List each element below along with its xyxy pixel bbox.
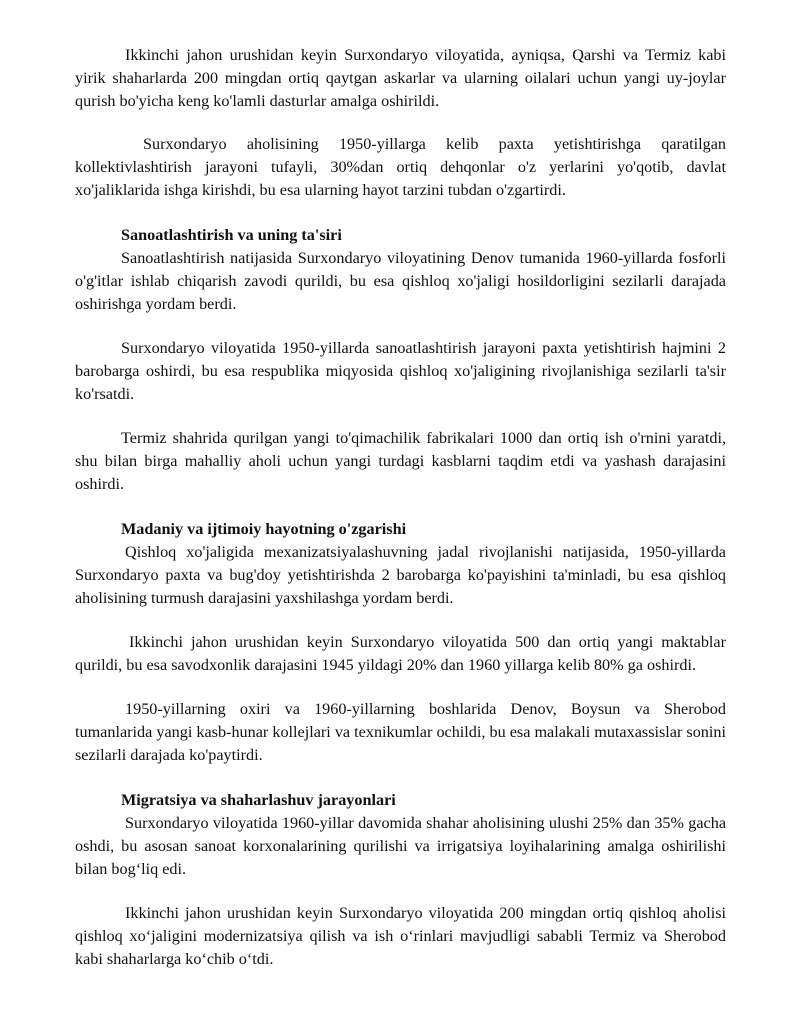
document-page [75,44,726,971]
paragraph: 1950-yillarning oxiri va 1960-yillarning boshlarida Denov, Boysun va Sherobod tumanlarida yangi kasb-hunar kollejlari va texnikumlar ochildi, bu esa malakali mutaxassislar sonini sezilarli darajada ko'paytirdi. [75,700,726,764]
paragraph: Surxondaryo viloyatida 1960-yillar davomida shahar aholisining ulushi 25% dan 35% gacha oshdi, bu asosan sanoat korxonalarining qurilishi va irrigatsiya loyihalarining amalga oshirilishi bilan bog‘liq edi. [75,814,726,878]
paragraph: Sanoatlashtirish natijasida Surxondaryo viloyatining Denov tumanida 1960-yillarda fosforli o'g'itlar ishlab chiqarish zavodi qurildi, bu esa qishloq xo'jaligi hosildorligini sezilarli darajada oshirishga yordam berdi. [75,249,726,313]
section-heading: Sanoatlashtirish va uning ta'siri [121,226,342,244]
paragraph: Surxondaryo viloyatida 1950-yillarda sanoatlashtirish jarayoni paxta yetishtirish hajmini 2 barobarga oshirdi, bu esa respublika miqyosida qishloq xo'jaligining rivojlanishiga sezilarli ta'sir ko'rsatdi. [75,339,726,403]
section-heading: Madaniy va ijtimoiy hayotning o'zgarishi [121,520,407,538]
section-heading: Migratsiya va shaharlashuv jarayonlari [121,791,396,809]
paragraph: Ikkinchi jahon urushidan keyin Surxondaryo viloyatida 500 dan ortiq yangi maktablar qurildi, bu esa savodxonlik darajasini 1945 yildagi 20% dan 1960 yillarga kelib 80% ga oshirdi. [75,633,726,674]
paragraph: Ikkinchi jahon urushidan keyin Surxondaryo viloyatida 200 mingdan ortiq qishloq aholisi qishloq xo‘jaligini modernizatsiya qilish va ish o‘rinlari mavjudligi sababli Termiz va Sherobod kabi shaharlarga ko‘chib o‘tdi. [75,904,726,968]
paragraph: Termiz shahrida qurilgan yangi to'qimachilik fabrikalari 1000 dan ortiq ish o'rnini yaratdi, shu bilan birga mahalliy aholi uchun yangi turdagi kasblarni taqdim etdi va yashash darajasini oshirdi. [75,429,726,493]
paragraph: Qishloq xo'jaligida mexanizatsiyalashuvning jadal rivojlanishi natijasida, 1950-yillarda Surxondaryo paxta va bug'doy yetishtirishda 2 barobarga ko'payishini ta'minladi, bu esa qishloq aholisining turmush darajasini yaxshilashga yordam berdi. [75,543,726,607]
paragraph: Surxondaryo aholisining 1950-yillarga kelib paxta yetishtirishga qaratilgan kollektivlashtirish jarayoni tufayli, 30%dan ortiq dehqonlar o'z yerlarini yo'qotib, davlat xo'jaliklarida ishga kirishdi, bu esa ularning hayot tarzini tubdan o'zgartirdi. [75,135,726,199]
paragraph: Ikkinchi jahon urushidan keyin Surxondaryo viloyatida, ayniqsa, Qarshi va Termiz kabi yirik shaharlarda 200 mingdan ortiq qaytgan askarlar va ularning oilalari uchun yangi uy-joylar qurish bo'yicha keng ko'lamli dasturlar amalga oshirildi. [75,46,726,110]
